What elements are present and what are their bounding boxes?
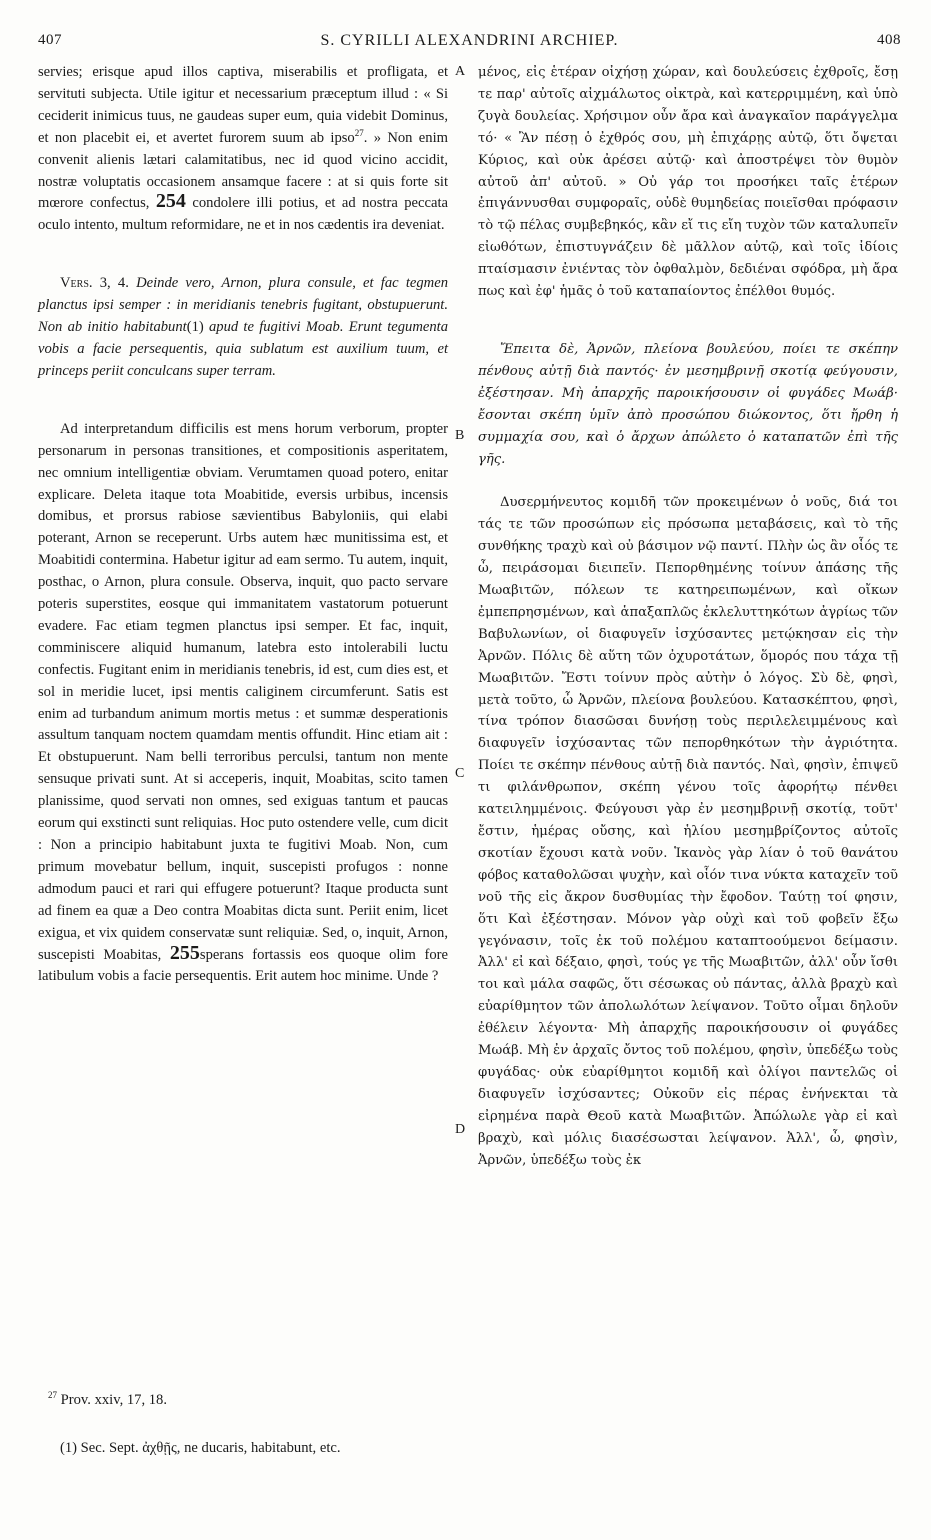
greek-column	[478, 62, 898, 1172]
greek-verse: Ἔπειτα δὲ, Ἀρνῶν, πλείονα βουλεύου, ποίει τε σκέπην πένθους αὐτῇ διὰ παντός· ἐν μεσημβρινῇ σκοτίᾳ φεύγουσιν, ἐξέστησαν. Μὴ ἀπαρχῆς παροικήσουσιν οἱ φυγάδες Μωάβ· ἔσονται σκέπη ὑμῖν ἀπὸ προσώπου διώκοντος, ὅτι ἤρθη ἡ συμμαχία σου, καὶ ὁ ἄρχων ἀπώλετο ὁ καταπατῶν ἐπὶ τῆς γῆς.	[478, 341, 898, 467]
column-marker-254: 254	[155, 190, 186, 213]
page-header	[38, 30, 901, 56]
page-number-right: 408	[877, 32, 901, 48]
margin-marker-a: A	[455, 64, 466, 79]
margin-marker-d: D	[455, 1122, 466, 1137]
column-marker-255: 255	[169, 941, 200, 964]
latin-paragraph-1: servies; erisque apud illos captiva, miserabilis et profligata, et servituti subjecta. Utile igitur et necessarium præceptum illud : « Si ceciderit inimicus tuus, ne gaudeas super eum, quia videbit Dominus, et non placebit ei, et avertet furorem suum ab ipso$^{27}$. » Non enim convenit alienis lætari calamitatibus, nec id quod vicino accidit, nostræ voluptatis occasionem ansamque facere : at si quis forte sit mœrore confectus, 254 condolere illi potius, et ad nostra peccata oculo intento, multum reformidare, ne et in nos cædentis ira deveniat.	[38, 64, 448, 234]
page-number-left: 407	[38, 32, 62, 48]
latin-paragraph-2: Ad interpretandum difficilis est mens horum verborum, propter personarum in personas transitiones, et compositionis asperitatem, nec omnium intelligentiæ obviam. Verumtamen quoad potero, enitar explicare. Deleta itaque tota Moabitide, eversis urbibus, incensis domibus, et prorsus rabiose sævientibus Babyloniis, qui elabi poterant, Arnon se receperunt. Urbs autem hæc munitissima est, et Moabitidi contermina. Habetur igitur ad eam sermo. Tu autem, inquit, posthac, o Arnon, plura consule. Observa, inquit, quo pacto servare poteris superstites, eosque qui immanitatem vastatorum potuerunt evadere. Fac etiam tegmen planctus ipsi semper. Et fac, inquit, comminiscere aliquid humanum, latebra esto intolerabili luctu confectis. Fugitant enim in meridianis tenebris, id est, cum dies est, et sol in meridie lucet, ipsi mentis caliginem circumferunt. Satis est enim ad turbandum animum mortis metus : et summæ desperationis assultum tanquam noctem quamdam mentis offundit. Hinc etiam ait : Et obstupuerunt. Nam belli terroribus perculsi, tantum non mente sensuque privati sunt. At si acceperis, inquit, Moabitas, scito tamen planissime, quod servati non omnes, sed exiguas tantum et paucas eorum qui exstincti sunt reliquias. Hoc puto ostendere velle, cum dicit : Non a principio habitabunt juxta te fugitivi Moab. Non, cum primum movebatur bellum, inquit, suscepisti profugos : nonne admodum pauci et rari qui effugere potuerunt? Itaque producta sunt ad finem ea quæ a Deo contra Moabitas dicta sunt. Periit enim, licet exigua, et vix quidem conservatæ sunt reliquiæ. Sed, o, inquit, Arnon, suscepisti Moabitas, 255sperans fortassis eos quoque olim fore latibulum vobis a facie persequentis. Erit autem hoc minime. Unde ?	[38, 420, 448, 985]
latin-column	[38, 62, 448, 988]
latin-verse: Vers. 3, 4. Deinde vero, Arnon, plura consule, et fac tegmen planctus ipsi semper : in meridianis tenebris fugitant, obstupuerunt. Non ab initio habitabunt(1) apud te fugitivi Moab. Erunt tegumenta vobis a facie persequentis, quia sublatum est auxilium tuum, et princeps periit conculcans super terram.	[38, 275, 448, 379]
verse-label: Vers. 3, 4.	[60, 275, 129, 292]
greek-paragraph-2: Δυσερμήνευτος κομιδῆ τῶν προκειμένων ὁ νοῦς, διά τοι τάς τε τῶν προσώπων εἰς πρόσωπα μεταβάσεις, καὶ τὸ τῆς συνθήκης τραχὺ καὶ οὐ βάσιμον νῷ παντί. Πλὴν ὡς ἂν οἷός τε ὦ, πειράσομαι διειπεῖν. Πεπορθημένης τοίνυν ἁπάσης τῆς Μωαβιτῶν, πόλεων τε κατηρειπωμένων, καὶ οἴκων ἐμπεπρησμένων, καὶ ἁπαξαπλῶς ἐκλελυττηκότων ἀγρίως τῶν Βαβυλωνίων, οἱ διαφυγεῖν ἰσχύσαντες μετῴκησαν εἰς τὴν Ἀρνῶν. Πόλις δὲ αὕτη τῶν ὀχυροτάτων, ὅμορός που τάχα τῇ Μωαβιτῶν. Ἔστι τοίνυν πρὸς αὐτὴν ὁ λόγος. Σὺ δὲ, φησὶ, μετὰ τοῦτο, ὦ Ἀρνῶν, πλείονα βουλεύου. Κατασκέπτου, φησὶ, τίνα τρόπον διασῶσαι δυνήσῃ τοὺς περιλελειμμένους καὶ διαφυγεῖν ἰσχύσαντας τῶν πεπορθηκότων τὴν ἀγριότητα. Ποίει τε σκέπην πένθους αὐτῇ διὰ παντός. Ναὶ, φησὶν, ἐπιψεῦ τι φιλάνθρωπον, σκέπη γένου τοῖς ἀφορήτῳ πένθει κατειλημμένοις. Φεύγουσι γὰρ ἐν μεσημβρινῇ σκοτίᾳ, τοῦτ' ἔστιν, ἡμέρας οὔσης, καὶ ἡλίου μεσημβρίζοντος αὐτοῖς σκοτίαν ἔχουσι κατὰ νοῦν. Ἱκανὸς γὰρ λίαν ὁ τοῦ θανάτου φόβος καταθολῶσαι ψυχὴν, καὶ οἷόν τινα νύκτα καταχεῖν τοῦ νοῦ τῆς εἰς ἄκρον δυσθυμίας τὴν ἔφοδον. Ταύτῃ τοί φησιν, ὅτι Καὶ ἐξέστησαν. Μόνον γὰρ οὐχὶ καὶ τοῦ φοβεῖν ἔξω γεγόνασιν, τοῖς ἐκ τοῦ πολέμου καταπτοούμενοι δείμασιν. Ἀλλ' εἰ καὶ δέξαιο, φησὶ, τούς γε τῆς Μωαβιτῶν, ἀλλ' οὖν ἴσθι τοι καὶ μάλα σαφῶς, ὅτι σέσωκας οὐ πάντας, ἀλλὰ βραχὺ καὶ εὐαρίθμητον τῶν ἀπολωλότων λείψανον. Τοῦτο οἶμαι δηλοῦν ἐθέλειν λέγοντα· Μὴ ἀπαρχῆς παροικήσουσιν οἱ φυγάδες Μωάβ. Μὴ ἐν ἀρχαῖς ὄντος τοῦ πολέμου, φησὶν, ὑπεδέξω τοὺς φυγάδας· οὐκ εὐαρίθμητοι κομιδῆ καὶ ὀλίγοι παντελῶς οἱ διαφυγεῖν ἰσχύσαντες; Οὐκοῦν εἰς πέρας ἐνήνεκται τὰ εἰρημένα παρὰ Θεοῦ κατὰ Μωαβιτῶν. Ἀπώλωλε γὰρ εἰ καὶ βραχὺ, καὶ μόλις διασέσωσται λείψανον. Ἀλλ', ὦ, φησὶν, Ἀρνῶν, ὑπεδέξω τοὺς ἐκ	[478, 495, 898, 1168]
footnote-ref-27: 27	[354, 127, 364, 138]
running-title: S. CYRILLI ALEXANDRINI ARCHIEP.	[320, 32, 619, 49]
margin-marker-b: B	[455, 428, 465, 443]
footnote-27: $^{27}$ Prov. xxiv, 17, 18.	[48, 1390, 168, 1408]
margin-marker-c: C	[455, 766, 465, 781]
greek-paragraph-1: μένος, εἰς ἑτέραν οἰχήσῃ χώραν, καὶ δουλεύσεις ἐχθροῖς, ἔσῃ τε παρ' αὐτοῖς αἰχμάλωτος οἰκτρὰ, καὶ κατερριμμένη, καὶ ὑπὸ ζυγὰ δουλείας. Χρήσιμον οὖν ἄρα καὶ ἀναγκαῖον παράγγελμα τό· « Ἂν πέσῃ ὁ ἐχθρός σου, μὴ ἐπιχάρῃς αὐτῷ, ὅτι ὄψεται Κύριος, καὶ οὐκ ἀρέσει αὐτῷ· καὶ ἀποστρέψει τὸν θυμὸν αὐτοῦ ἀπ' αὐτοῦ. » Οὐ γάρ τοι προσήκει ταῖς ἑτέρων ἐπιγάννυσθαι συμφοραῖς, οὐδὲ θυμηδείας ποιεῖσθαι πρόφασιν τὸ τῷ πέλας συμβεβηκός, κἂν εἴ τις εἴη τυχὸν τῶν καταλυπεῖν εἰωθότων, ἐπιστυγνάζειν δὲ μᾶλλον αὐτῷ, καὶ τοῖς ἰδίοις πταίσμασιν ἐνιέντας τὸν ὀφθαλμὸν, δεδιέναι σφόδρα, μὴ ἄρα πως καὶ ἐφ' ἡμᾶς ὁ τοῦ καταπαίοντος ἐπέλθοι θυμός.	[478, 65, 898, 300]
variant-note-ref: (1)	[186, 319, 204, 336]
footnote-variant: (1) Sec. Sept. ἀχθῇς, ne ducaris, habitabunt, etc.	[60, 1440, 341, 1456]
